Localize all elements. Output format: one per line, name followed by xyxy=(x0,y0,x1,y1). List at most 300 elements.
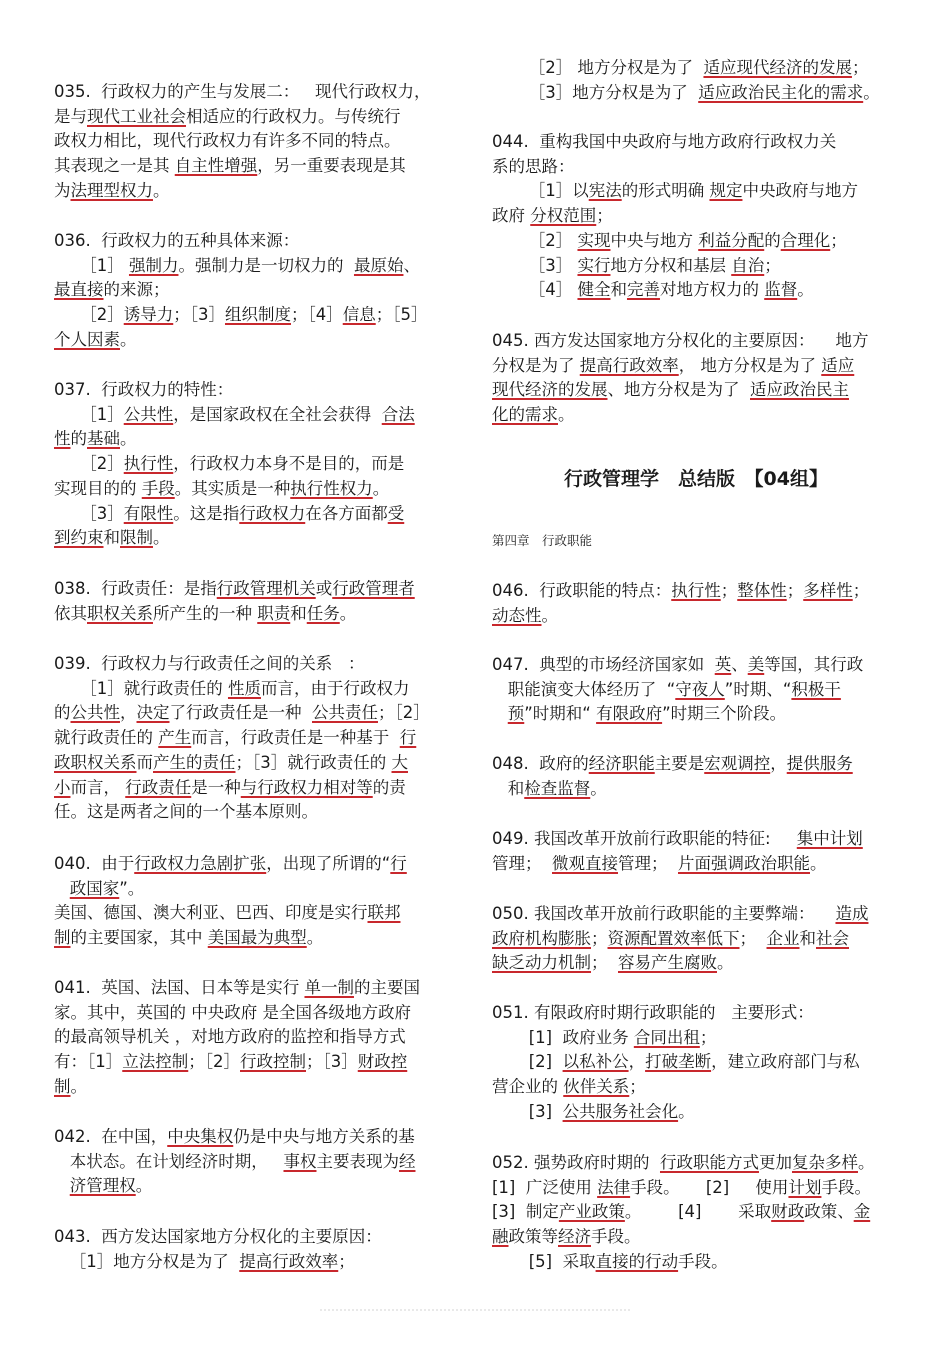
note-text xyxy=(54,1176,70,1195)
underlined-answer: 执行性 xyxy=(123,454,174,474)
note-line xyxy=(54,776,462,801)
underlined-answer: 动态性 xyxy=(492,605,542,625)
note-line xyxy=(492,1200,900,1225)
note-item xyxy=(492,827,900,876)
underlined-answer: 产生 xyxy=(158,728,192,748)
note-text: 。 xyxy=(558,405,575,425)
note-text: 职能演变大体经历了 “ xyxy=(492,679,676,699)
note-text: 和 xyxy=(610,280,627,300)
note-text: ，另一重要表现是其 xyxy=(257,156,406,176)
note-text: [5] 采取 xyxy=(492,1251,596,1271)
note-text: ；［3］ xyxy=(306,1052,358,1072)
underlined-answer: 行政控制 xyxy=(240,1052,306,1072)
note-text: 046. 行政职能的特点： xyxy=(492,581,672,600)
note-item xyxy=(492,1151,900,1275)
note-text: 或 xyxy=(315,579,333,598)
note-line xyxy=(54,877,462,902)
underlined-answer: 到约束 xyxy=(54,528,104,548)
note-text: 。 xyxy=(717,953,734,973)
note-text: 的形式明确 xyxy=(621,181,710,201)
note-text: ［3］地方分权是为了 xyxy=(492,82,699,102)
note-line xyxy=(492,1250,900,1275)
note-item xyxy=(492,56,900,105)
underlined-answer: 制 xyxy=(54,1076,71,1096)
note-text: 本状态。在计划经济时期， xyxy=(54,1151,284,1171)
note-text: 为 xyxy=(54,180,71,200)
note-text: 052. 强势政府时期的 xyxy=(492,1153,660,1172)
underlined-answer: 伙伴关系 xyxy=(563,1077,630,1097)
underlined-answer: 法律 xyxy=(597,1177,631,1197)
note-text: ”时期三个阶段。 xyxy=(662,704,787,724)
note-text: ［1］以 xyxy=(492,181,589,201)
note-item xyxy=(54,852,462,951)
note-line xyxy=(54,800,462,825)
note-text: 和 xyxy=(799,928,816,948)
note-text: 、 xyxy=(731,655,748,674)
underlined-answer: 规定 xyxy=(709,181,743,201)
note-line xyxy=(492,130,900,155)
underlined-answer: 适应政治民主 xyxy=(750,380,849,400)
note-text: ”时期和“ xyxy=(524,704,597,724)
note-text: 。 xyxy=(153,180,170,200)
note-text: 。 xyxy=(590,778,607,798)
note-text: 。强制力是一切权力的 xyxy=(178,255,354,275)
note-text: ［3］ xyxy=(492,255,578,275)
underlined-answer: 整体性 xyxy=(737,581,787,600)
note-text: 。这是指 xyxy=(173,503,240,523)
underlined-answer: 职责 xyxy=(257,603,291,623)
note-line xyxy=(54,526,462,551)
note-text: ， 地方分权是为了 xyxy=(678,355,822,375)
note-text: 。 xyxy=(797,280,814,300)
underlined-answer: 个人因素 xyxy=(54,329,120,349)
note-text: 。 xyxy=(863,82,880,102)
note-text: ； xyxy=(851,58,869,77)
note-line xyxy=(492,354,900,379)
note-line xyxy=(54,852,462,877)
note-text: 035. 行政权力的产生与发展二： 现代行政权力， xyxy=(54,82,431,101)
note-text: ，是国家政权在全社会获得 xyxy=(173,404,382,424)
note-text: 政策、 xyxy=(804,1202,854,1222)
underlined-answer: 提高行政效率 xyxy=(239,1251,339,1271)
note-text: 。 xyxy=(541,605,558,625)
note-text: 中央政府与地方 xyxy=(742,181,858,201)
underlined-answer: 集中计划 xyxy=(796,829,863,848)
note-text: 管理； xyxy=(618,853,678,873)
note-line xyxy=(492,1225,900,1250)
note-text: 营企业的 xyxy=(492,1077,564,1097)
note-text: 。 xyxy=(70,1076,87,1096)
note-text: 了行政责任是一种 xyxy=(169,703,312,723)
note-text: ； xyxy=(596,206,613,226)
note-text: ； xyxy=(591,928,608,948)
underlined-answer: 适应政治民主化的需求 xyxy=(698,82,864,102)
note-item xyxy=(492,329,900,428)
underlined-answer: 英 xyxy=(714,655,732,674)
note-line xyxy=(492,329,900,354)
note-text: ； xyxy=(852,581,870,600)
note-line xyxy=(54,80,462,105)
underlined-answer: 现代工业社会 xyxy=(87,106,186,126)
underlined-answer: 经济 xyxy=(558,1227,591,1247)
underlined-answer: 行 xyxy=(399,728,417,748)
note-text: 的来源； xyxy=(103,280,170,300)
note-text: 038. 行政责任：是指 xyxy=(54,579,217,598)
note-text: 依其 xyxy=(54,603,87,623)
note-text: 手段。 [2] 使用 xyxy=(630,1177,789,1197)
underlined-answer: 执行性权力 xyxy=(290,478,373,498)
underlined-answer: 产生的责任 xyxy=(153,752,236,772)
underlined-answer: 自主性增强 xyxy=(174,156,258,176)
underlined-answer: 政职权关系 xyxy=(54,752,137,772)
underlined-answer: 片面强调政治职能 xyxy=(678,853,810,873)
note-text: ； xyxy=(739,928,767,948)
note-line xyxy=(54,602,462,627)
note-text: 040. 由于 xyxy=(54,854,135,873)
underlined-answer: 积极干 xyxy=(791,679,841,699)
underlined-answer: 财政控 xyxy=(357,1052,408,1072)
underlined-answer: 政府机构膨胀 xyxy=(492,928,591,948)
note-text: 而言， xyxy=(70,777,126,797)
note-line xyxy=(54,976,462,1001)
note-text: 而言，行政责任是一种基于 xyxy=(191,728,400,748)
note-text: ；［3］就行政责任的 xyxy=(235,752,392,772)
underlined-answer: 利益分配 xyxy=(698,230,765,250)
note-item xyxy=(54,229,462,353)
underlined-answer: 适应 xyxy=(821,355,855,375)
note-line xyxy=(492,1100,900,1125)
note-text: 039. 行政权力与行政责任之间的关系 ： xyxy=(54,654,365,673)
underlined-answer: 行政权力急剧扩张 xyxy=(134,854,267,873)
note-text: 实现目的的 xyxy=(54,478,142,498)
note-text: ， xyxy=(770,754,787,773)
note-text: 其表现之一是其 xyxy=(54,156,175,176)
underlined-answer: 组织制度 xyxy=(224,305,291,325)
note-line xyxy=(54,1025,462,1050)
note-text: [3] 制定 xyxy=(492,1202,559,1222)
underlined-answer: 打破垄断 xyxy=(645,1052,712,1072)
note-text: 政策等 xyxy=(508,1227,558,1247)
note-item xyxy=(54,1225,462,1274)
underlined-answer: 制 xyxy=(54,928,71,948)
note-text: ； xyxy=(338,1251,355,1271)
underlined-answer: 缺乏动力机制 xyxy=(492,953,591,973)
underlined-answer: 行政管理者 xyxy=(332,579,415,598)
underlined-answer: 与行政权力相对等 xyxy=(240,777,373,797)
note-line xyxy=(54,726,462,751)
underlined-answer: 公共服务社会化 xyxy=(562,1101,679,1121)
note-text: 。 xyxy=(810,853,827,873)
note-line xyxy=(54,154,462,179)
note-text: 所产生的一种 xyxy=(153,603,258,623)
note-text: 的 xyxy=(764,230,781,250)
note-line xyxy=(54,751,462,776)
underlined-answer: 完善 xyxy=(626,280,660,300)
note-text: ；［2］ xyxy=(188,1052,240,1072)
note-text: 有：［1］ xyxy=(54,1052,123,1072)
note-text: ，出现了所谓的“ xyxy=(266,854,391,873)
underlined-answer: 直接的行动 xyxy=(595,1251,679,1271)
note-line xyxy=(54,926,462,951)
note-line xyxy=(54,328,462,353)
underlined-answer: 行政管理机关 xyxy=(216,579,316,598)
note-text: 的责 xyxy=(372,777,406,797)
note-item xyxy=(492,752,900,801)
underlined-answer: 监督 xyxy=(764,280,798,300)
note-line xyxy=(492,702,900,727)
underlined-answer: 事权 xyxy=(283,1151,317,1171)
underlined-answer: 合同出租 xyxy=(633,1027,700,1047)
note-text: 。 xyxy=(120,429,137,449)
note-text: ；［5］ xyxy=(375,305,428,325)
note-line xyxy=(492,927,900,952)
underlined-answer: 执行性 xyxy=(671,581,721,600)
note-text: ”。 xyxy=(119,878,145,898)
note-text: 、 xyxy=(403,255,420,275)
note-text: ，行政权力本身不是目的，而是 xyxy=(173,454,405,474)
underlined-answer: 立法控制 xyxy=(122,1052,189,1072)
note-item xyxy=(54,1125,462,1199)
underlined-answer: 最直接 xyxy=(54,280,104,300)
note-item xyxy=(492,653,900,727)
underlined-answer: 复杂多样 xyxy=(791,1153,858,1172)
underlined-answer: 中央集权 xyxy=(167,1127,234,1146)
underlined-answer: 行政权力 xyxy=(239,503,306,523)
note-line xyxy=(492,752,900,777)
note-text: ［1］地方分权是为了 xyxy=(54,1251,240,1271)
note-text: ［2］ xyxy=(492,230,578,250)
note-line xyxy=(54,1250,462,1275)
underlined-answer: 金 xyxy=(853,1202,871,1222)
footer-divider xyxy=(320,1309,630,1313)
underlined-answer: 济管理权 xyxy=(69,1176,136,1196)
note-text: 而 xyxy=(136,752,153,772)
note-line xyxy=(54,452,462,477)
note-text: 中央与地方 xyxy=(610,230,699,250)
note-text: [1] 政府业务 xyxy=(492,1027,634,1047)
note-item xyxy=(54,652,462,825)
note-line xyxy=(492,278,900,303)
note-text: 。 xyxy=(306,928,324,948)
underlined-answer: 行政责任 xyxy=(125,777,192,797)
note-text: 就行政责任的 xyxy=(54,728,159,748)
note-text: 的最高领导机关 ，对地方政府的监控和指导方式 xyxy=(54,1027,406,1047)
underlined-answer: 经济职能 xyxy=(588,754,655,773)
note-item xyxy=(54,80,462,204)
note-text: 和 xyxy=(103,528,120,548)
underlined-answer: 信息 xyxy=(342,305,376,325)
note-text: 任。这是两者之间的一个基本原则。 xyxy=(54,802,318,822)
note-text: ， xyxy=(628,1052,646,1072)
note-text: [1] 广泛使用 xyxy=(492,1177,598,1197)
note-item xyxy=(492,579,900,628)
note-text: ； xyxy=(830,230,847,250)
note-text: 。 xyxy=(135,1176,153,1196)
note-text xyxy=(54,879,70,898)
underlined-answer: 适应现代经济的发展 xyxy=(703,58,852,77)
underlined-answer: 实行 xyxy=(577,255,611,275)
note-line xyxy=(54,129,462,154)
underlined-answer: 有限政府 xyxy=(596,704,663,724)
note-item xyxy=(54,577,462,626)
underlined-answer: 以私补公 xyxy=(562,1052,629,1072)
note-line xyxy=(492,604,900,629)
note-line xyxy=(492,579,900,604)
note-line xyxy=(492,1050,900,1075)
underlined-answer: 手段 xyxy=(141,478,175,498)
note-line xyxy=(54,1125,462,1150)
note-text: ；［2］ xyxy=(378,703,430,723)
note-text: 、地方分权是为了 xyxy=(607,380,750,400)
note-line xyxy=(54,1075,462,1100)
note-text: ［3］ xyxy=(54,503,124,523)
note-text: 050. 我国改革开放前行政职能的主要弊端： xyxy=(492,904,836,923)
note-text: 和 xyxy=(290,603,307,623)
note-text: 的 xyxy=(70,429,87,449)
underlined-answer: 宪法 xyxy=(588,181,622,201)
underlined-answer: 宏观调控 xyxy=(704,754,771,773)
note-text: ，建立政府部门与私 xyxy=(711,1052,860,1072)
note-text: ［2］ xyxy=(54,305,124,325)
note-text: 主要表现为 xyxy=(316,1151,399,1171)
note-line xyxy=(492,204,900,229)
note-text: ； xyxy=(699,1027,717,1047)
underlined-answer: 计划 xyxy=(788,1177,822,1197)
note-line xyxy=(54,577,462,602)
note-text: ［4］ xyxy=(492,280,578,300)
note-line xyxy=(492,229,900,254)
underlined-answer: 强制力 xyxy=(128,255,179,275)
note-line xyxy=(54,901,462,926)
note-text: ； xyxy=(591,953,618,973)
note-line xyxy=(54,677,462,702)
underlined-answer: 单一制 xyxy=(304,978,354,997)
underlined-answer: 职权关系 xyxy=(87,603,153,623)
note-line xyxy=(492,81,900,106)
note-text: ”时期、“ xyxy=(724,679,792,699)
underlined-answer: 基础 xyxy=(87,429,120,449)
note-text: 管理； xyxy=(492,853,552,873)
note-line xyxy=(492,254,900,279)
note-item xyxy=(492,130,900,303)
note-line xyxy=(54,652,462,677)
note-line xyxy=(54,229,462,254)
note-line xyxy=(492,653,900,678)
note-text: 家。其中，英国的 中央政府 是全国各级地方政府 xyxy=(54,1002,411,1022)
underlined-answer: 合理化 xyxy=(780,230,831,250)
note-line xyxy=(54,254,462,279)
underlined-answer: 自治 xyxy=(731,255,765,275)
underlined-answer: 融 xyxy=(492,1227,509,1247)
underlined-answer: 公共责任 xyxy=(312,703,378,723)
note-text: ；［3］ xyxy=(173,305,225,325)
underlined-answer: 小 xyxy=(54,777,71,797)
underlined-answer: 任务 xyxy=(306,603,340,623)
underlined-answer: 政国家 xyxy=(69,878,120,898)
underlined-answer: 提供服务 xyxy=(786,754,853,773)
underlined-answer: 最原始 xyxy=(353,255,404,275)
note-text: 仍是中央与地方关系的基 xyxy=(233,1127,415,1146)
note-line xyxy=(492,403,900,428)
underlined-answer: 决定 xyxy=(136,703,170,723)
note-line xyxy=(492,777,900,802)
underlined-answer: 性 xyxy=(54,429,71,449)
underlined-answer: 检查监督 xyxy=(524,778,591,798)
note-text: 系的思路： xyxy=(492,156,575,176)
note-text: 。 xyxy=(153,528,170,548)
note-line xyxy=(54,1225,462,1250)
underlined-answer: 性质 xyxy=(227,678,261,698)
underlined-answer: 分权范围 xyxy=(530,206,597,226)
underlined-answer: 受 xyxy=(387,503,405,523)
note-text: 对地方权力的 xyxy=(659,280,765,300)
note-text: 。 xyxy=(120,329,137,349)
note-text: 。 [4] 采取 xyxy=(624,1202,772,1222)
note-line xyxy=(492,1075,900,1100)
note-item xyxy=(492,902,900,976)
note-text: 政权力相比，现代行政权力有许多不同的特点。 xyxy=(54,131,401,151)
note-text: ； xyxy=(786,581,804,600)
note-line xyxy=(54,477,462,502)
note-text: ［2］ xyxy=(54,454,124,474)
underlined-answer: 造成 xyxy=(835,904,869,923)
underlined-answer: 预 xyxy=(507,704,525,724)
note-text: 036. 行政权力的五种具体来源： xyxy=(54,231,300,250)
note-line xyxy=(492,378,900,403)
note-text: 地方分权和基层 xyxy=(610,255,732,275)
note-text: 主要是 xyxy=(654,754,705,773)
note-line xyxy=(492,56,900,81)
note-text: ；［4］ xyxy=(290,305,343,325)
underlined-answer: 法理型权力 xyxy=(70,180,153,200)
note-line xyxy=(492,951,900,976)
note-item xyxy=(54,976,462,1100)
underlined-answer: 产业政策 xyxy=(558,1202,625,1222)
note-text: ； xyxy=(720,581,738,600)
note-line xyxy=(492,827,900,852)
underlined-answer: 有限性 xyxy=(123,503,174,523)
note-text: 048. 政府的 xyxy=(492,754,589,773)
note-text: 。其实质是一种 xyxy=(174,478,291,498)
note-text: ； xyxy=(764,255,781,275)
note-text: 在各方面都 xyxy=(305,503,388,523)
underlined-answer: 财政 xyxy=(771,1202,805,1222)
underlined-answer: 诱导力 xyxy=(123,305,174,325)
note-item xyxy=(492,1001,900,1125)
note-text: 的 xyxy=(54,703,71,723)
note-text: 美国、德国、澳大利亚、巴西、印度是实行 xyxy=(54,903,368,923)
note-line xyxy=(492,902,900,927)
note-text: 手段。 xyxy=(821,1177,871,1197)
note-line xyxy=(54,1001,462,1026)
note-text: ［1］ xyxy=(54,255,129,275)
note-text: 是与 xyxy=(54,106,87,126)
note-text: 047. 典型的市场经济国家如 xyxy=(492,655,715,674)
underlined-answer: 现代经济的发展 xyxy=(492,380,608,400)
note-text: 是一种 xyxy=(191,777,241,797)
underlined-answer: 公共性 xyxy=(123,404,174,424)
underlined-answer: 经 xyxy=(398,1151,416,1171)
underlined-answer: 美 xyxy=(747,655,765,674)
note-text: 的主要国家，其中 xyxy=(70,928,208,948)
note-line xyxy=(492,1176,900,1201)
underlined-answer: 行政职能方式 xyxy=(659,1153,759,1172)
note-text: 的主要国 xyxy=(353,978,420,997)
underlined-answer: 资源配置效率低下 xyxy=(607,928,740,948)
note-line xyxy=(492,1001,900,1026)
underlined-answer: 多样性 xyxy=(803,581,853,600)
note-text: 051. 有限政府时期行政职能的 主要形式： xyxy=(492,1003,814,1022)
